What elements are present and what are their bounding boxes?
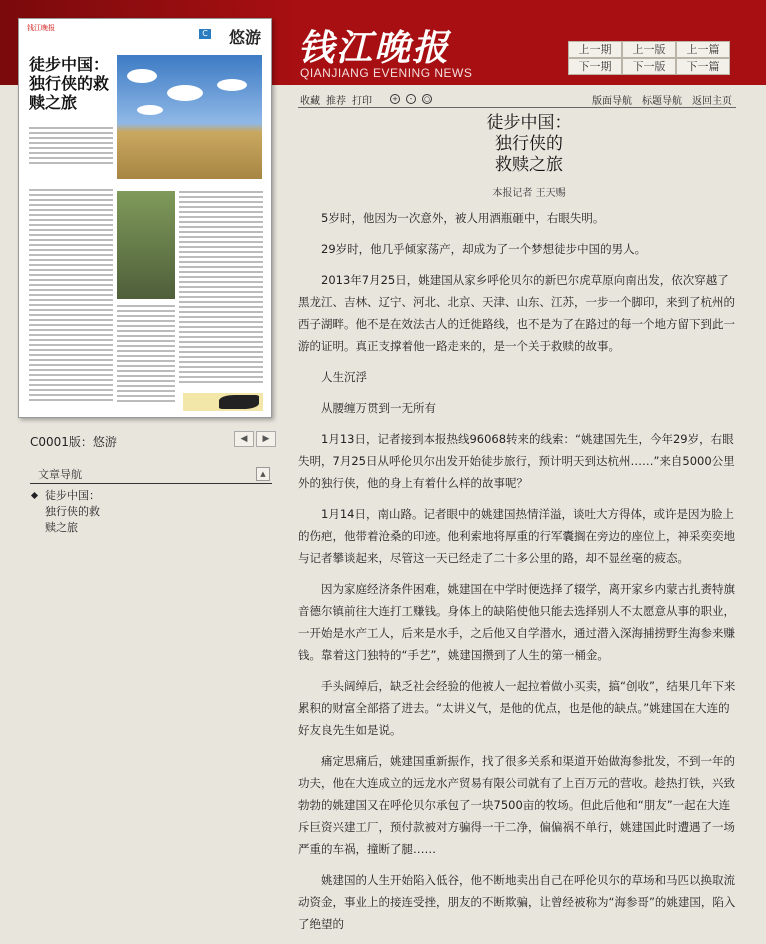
article-nav-title: 文章导航 bbox=[38, 468, 82, 481]
prev-page-arrow[interactable]: ◀ bbox=[234, 431, 254, 447]
thumbnail-masthead: 钱江晚报 bbox=[27, 24, 55, 32]
byline: 本报记者 王天赐 bbox=[492, 188, 566, 199]
collapse-icon[interactable]: ▲ bbox=[256, 467, 270, 481]
zoom-out-icon[interactable]: - bbox=[406, 94, 416, 104]
zoom-in-icon[interactable]: + bbox=[390, 94, 400, 104]
paragraph: 29岁时，他几乎倾家荡产，却成为了一个梦想徒步中国的男人。 bbox=[321, 242, 647, 256]
recommend-link[interactable]: 推荐 bbox=[326, 96, 346, 107]
paragraph: 因为家庭经济条件困难，姚建国在中学时便选择了辍学，离开家乡内蒙古扎赉特旗音德尔镇前往大连打工赚钱。身体上的缺陷使他只能去选择别人不太愿意从事的职业，一开始是水产工人，后来是水手，之后他又自学潜水，通过潜入深海捕捞野生海参来赚钱。靠着这门独特的“手艺”，姚建国攒到了人生的第一桶金。 bbox=[298, 582, 735, 662]
next-page-button[interactable]: 下一版 bbox=[622, 58, 676, 75]
paragraph: 2013年7月25日，姚建国从家乡呼伦贝尔的新巴尔虎草原向南出发，依次穿越了黑龙江、吉林、辽宁、河北、北京、天津、山东、江苏，一步一个脚印，来到了杭州的西子湖畔。他不是在效法古人的迁徙路线，也不是为了在路过的每一个地方留下到此一游的证明。真正支撑着他一路走来的，是一个关于救赎的故事。 bbox=[298, 273, 735, 353]
article-body bbox=[298, 207, 736, 944]
article-nav-item-label[interactable]: 徒步中国：独行侠的救赎之旅 bbox=[45, 489, 100, 534]
paragraph: 5岁时，他因为一次意外，被人用酒瓶砸中，右眼失明。 bbox=[321, 211, 605, 225]
home-link[interactable]: 返回主页 bbox=[692, 96, 732, 107]
prev-article-button[interactable]: 上一篇 bbox=[676, 41, 730, 58]
prev-issue-button[interactable]: 上一期 bbox=[568, 41, 622, 58]
article-nav-item[interactable] bbox=[32, 488, 262, 536]
masthead-english: QIANJIANG EVENING NEWS bbox=[300, 66, 473, 80]
paragraph: 手头阔绰后，缺乏社会经验的他被人一起拉着做小买卖，搞“创收”，结果几年下来累积的财富全部搭了进去。“太讲义气，是他的优点，也是他的缺点。”姚建国在大连的好友良先生如是说。 bbox=[298, 679, 736, 737]
page-label: C0001版：悠游 bbox=[30, 435, 117, 449]
paragraph: 1月14日，南山路。记者眼中的姚建国热情洋溢，谈吐大方得体，或许是因为脸上的伤疤，他带着沧桑的印迹。他利索地将厚重的行军囊搁在旁边的座位上，神采奕奕地与记者攀谈起来，尽管这一天已经走了二十多公里的路，却不显丝毫的疲态。 bbox=[298, 507, 735, 565]
title-nav-link[interactable]: 标题导航 bbox=[642, 96, 682, 107]
paragraph: 痛定思痛后，姚建国重新振作，找了很多关系和渠道开始做海参批发，不到一年的功夫，他在大连成立的远龙水产贸易有限公司就有了上百万元的营收。趁热打铁，兴致勃勃的姚建国又在呼伦贝尔承包了一块7500亩的牧场。但此后他和“朋友”一起在大连斥巨资兴建工厂，预付款被对方骗得一干二净，偏偏祸不单行，姚建国此时遭遇了一场严重的车祸，撞断了腿…… bbox=[298, 754, 735, 856]
section-icon: C bbox=[199, 29, 211, 39]
prev-page-button[interactable]: 上一版 bbox=[622, 41, 676, 58]
zoom-reset-icon[interactable]: ○ bbox=[423, 95, 431, 103]
hiker-photo bbox=[117, 191, 175, 299]
next-page-arrow[interactable]: ▶ bbox=[256, 431, 276, 447]
page-thumbnail[interactable] bbox=[18, 18, 272, 418]
next-article-button[interactable]: 下一篇 bbox=[676, 58, 730, 75]
bullet-icon bbox=[31, 492, 38, 499]
article-toolbar bbox=[298, 89, 736, 108]
masthead-logo[interactable]: 钱江晚报 bbox=[298, 27, 451, 69]
thumbnail-section: 悠游 bbox=[228, 28, 261, 47]
subheading: 人生沉浮 bbox=[321, 370, 367, 384]
title-line: 救赎之旅 bbox=[495, 155, 563, 175]
collect-link[interactable]: 收藏 bbox=[300, 96, 320, 107]
paragraph: 1月13日，记者接到本报热线96068转来的线索：“姚建国先生，今年29岁，右眼失明，7月25日从呼伦贝尔出发开始徒步旅行，预计明天到达杭州……”来自5000公里外的独行侠，他的身上有着什么样的故事呢？ bbox=[298, 432, 735, 490]
article-nav-header bbox=[30, 465, 272, 484]
thumbnail-title[interactable]: 徒步中国：独行侠的救赎之旅 bbox=[29, 55, 110, 112]
subheading: 从腰缠万贯到一无所有 bbox=[321, 401, 436, 415]
ad-graphic bbox=[219, 395, 259, 409]
grassland-photo bbox=[117, 55, 262, 179]
article-title bbox=[292, 113, 766, 176]
title-line: 徒步中国： bbox=[486, 113, 572, 133]
print-link[interactable]: 打印 bbox=[352, 96, 372, 107]
paragraph: 姚建国的人生开始陷入低谷，他不断地卖出自己在呼伦贝尔的草场和马匹以换取流动资金，事业上的接连受挫，朋友的不断欺骗，让曾经被称为“海参哥”的姚建国，陷入了绝望的 bbox=[298, 873, 736, 931]
article-content bbox=[292, 85, 766, 931]
next-issue-button[interactable]: 下一期 bbox=[568, 58, 622, 75]
page-nav-link[interactable]: 版面导航 bbox=[592, 96, 632, 107]
title-line: 独行侠的 bbox=[495, 134, 563, 154]
